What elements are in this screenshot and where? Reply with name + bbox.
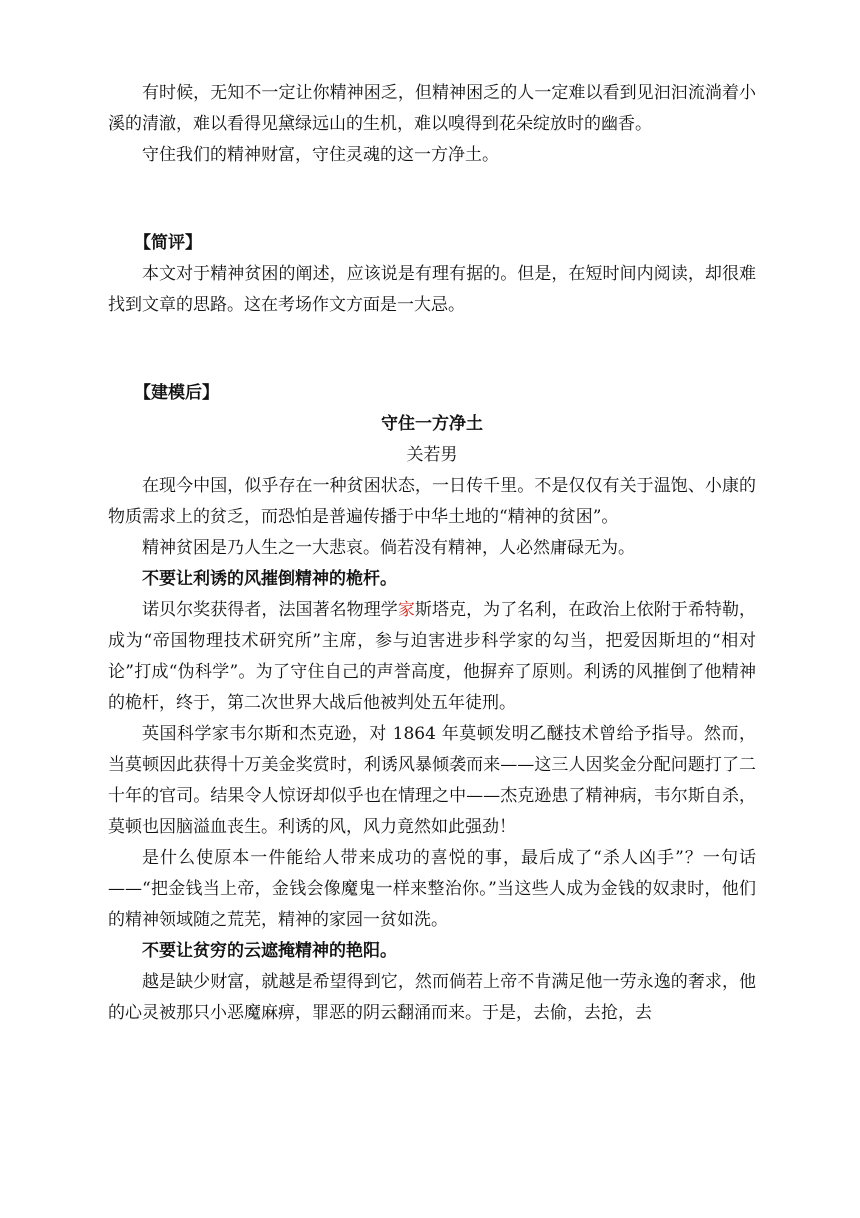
paragraph <box>108 595 756 719</box>
review-text: 本文对于精神贫困的阐述，应该说是有理有据的。但是，在短时间内阅读，却很难找到文章的思路。这在考场作文方面是一大忌。 <box>108 264 756 315</box>
review-heading: 【简评】 <box>134 233 202 253</box>
essay-title: 守住一方净土 <box>381 414 483 434</box>
subheading: 不要让贫穷的云遮掩精神的艳阳。 <box>142 941 397 961</box>
paragraph: 精神贫困是乃人生之一大悲哀。倘若没有精神，人必然庸碌无为。 <box>142 538 635 558</box>
paragraph: 是什么使原本一件能给人带来成功的喜悦的事，最后成了“杀人凶手”？一句话——“把金钱当上帝，金钱会像魔鬼一样来整治你。”当这些人成为金钱的奴隶时，他们的精神领域随之荒芜，精神的家园一贫如洗。 <box>108 848 756 930</box>
paragraph: 有时候，无知不一定让你精神困乏，但精神困乏的人一定难以看到见汩汩流淌着小溪的清澈，难以看得见黛绿远山的生机，难以嗅得到花朵绽放时的幽香。 <box>108 83 756 134</box>
model-heading: 【建模后】 <box>134 383 219 403</box>
essay-author: 关若男 <box>406 445 458 465</box>
document-page <box>108 78 756 1029</box>
highlighted-char: 家 <box>397 600 415 620</box>
subheading: 不要让利诱的风摧倒精神的桅杆。 <box>142 569 397 589</box>
paragraph: 越是缺少财富，就越是希望得到它，然而倘若上帝不肯满足他一劳永逸的奢求，他的心灵被那只小恶魔麻痹，罪恶的阴云翻涌而来。于是，去偷，去抢，去 <box>108 972 756 1023</box>
text-segment: 斯塔克，为了名利，在政治上依附于希特勒，成为“帝国物理技术研究所”主席，参与迫害进步科学家的勾当，把爱因斯坦的“相对论”打成“伪科学”。为了守住自己的声誉高度，他摒弃了原则。利诱的风摧倒了他精神的桅杆，终于，第二次世界大战后他被判处五年徒刑。 <box>108 600 757 713</box>
paragraph: 在现今中国，似乎存在一种贫困状态，一日传千里。不是仅仅有关于温饱、小康的物质需求上的贫乏，而恐怕是普遍传播于中华土地的“精神的贫困”。 <box>108 476 756 527</box>
paragraph: 守住我们的精神财富，守住灵魂的这一方净土。 <box>142 145 499 165</box>
text-segment: 诺贝尔奖获得者，法国著名物理学 <box>142 600 398 620</box>
paragraph: 英国科学家韦尔斯和杰克逊，对 1864 年莫顿发明乙醚技术曾给予指导。然而，当莫顿因此获得十万美金奖赏时，利诱风暴倾袭而来——这三人因奖金分配问题打了二十年的官司。结果令人惊讶却似乎也在情理之中——杰克逊患了精神病，韦尔斯自杀，莫顿也因脑溢血丧生。利诱的风，风力竟然如此强劲！ <box>108 724 756 837</box>
